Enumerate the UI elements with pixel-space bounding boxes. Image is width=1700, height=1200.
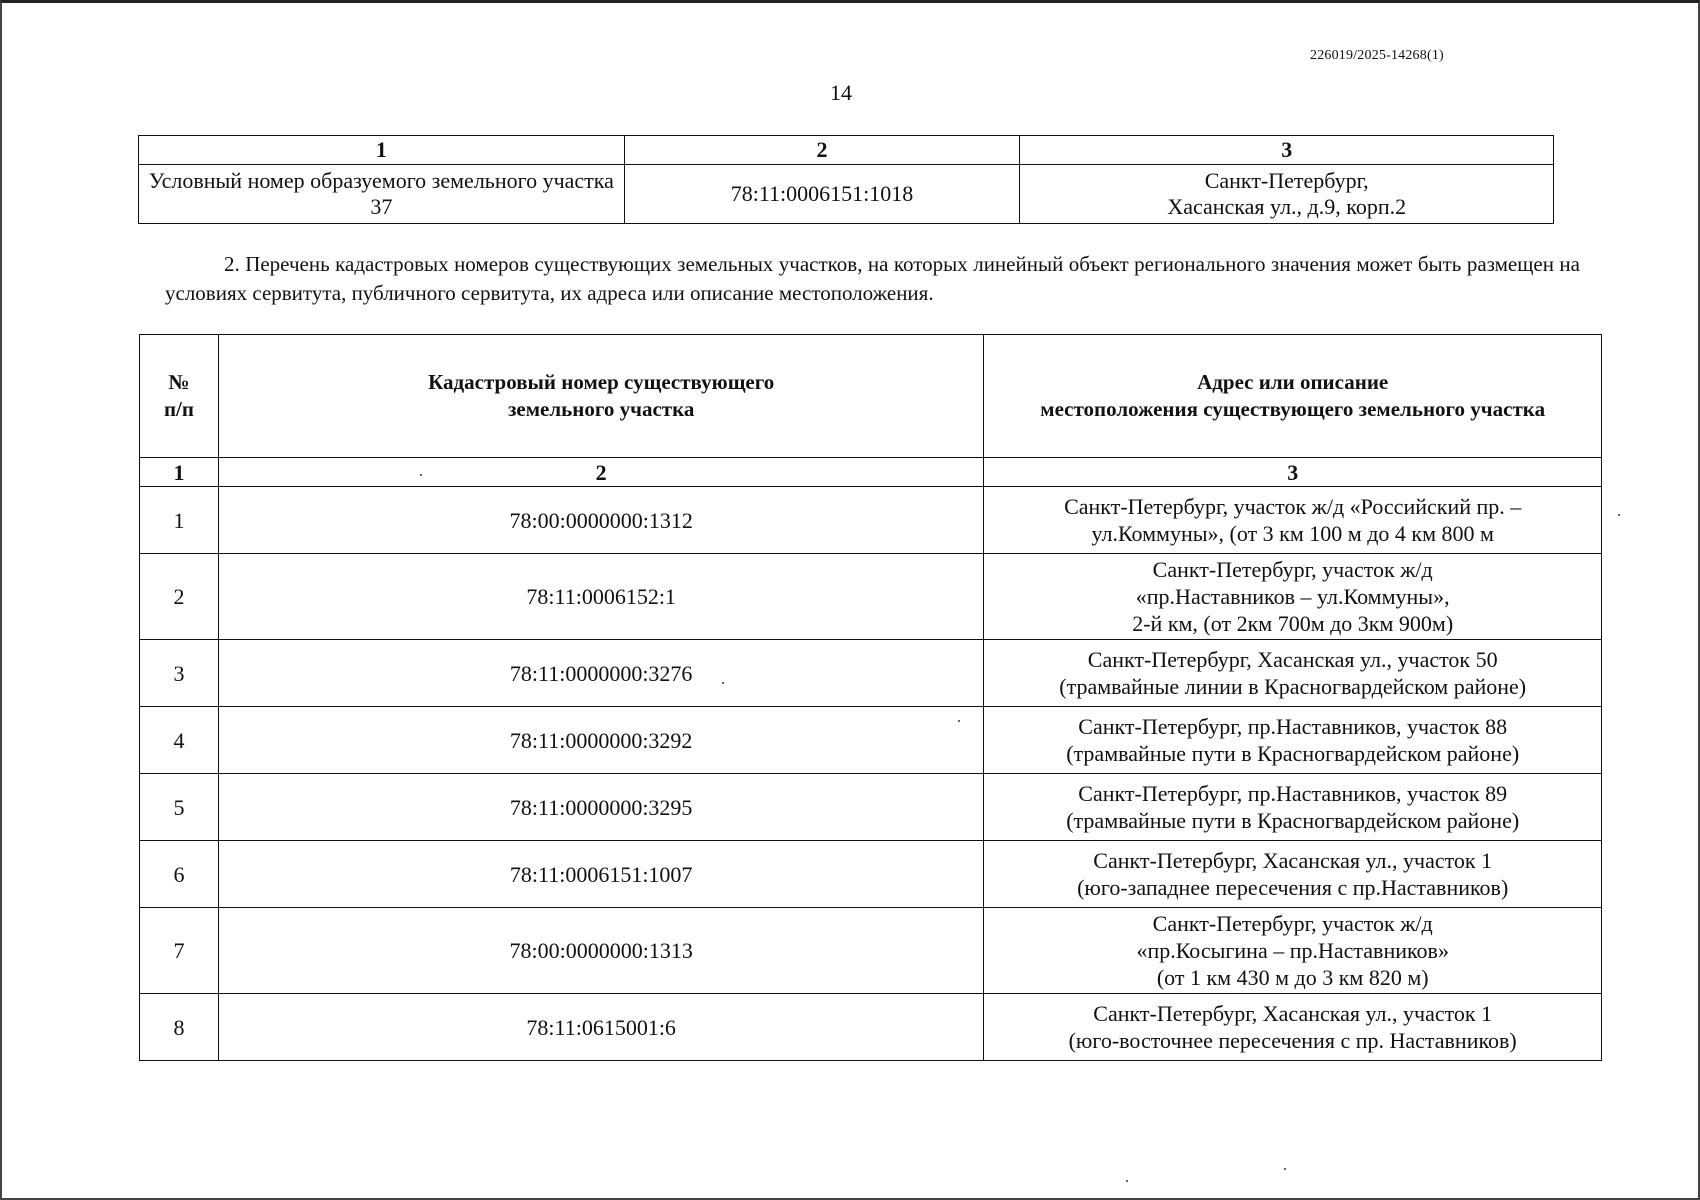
address-cell [984, 841, 1602, 908]
column-number: 3 [1020, 136, 1554, 165]
header-line: п/п [163, 397, 194, 421]
header-line: земельного участка [507, 397, 695, 421]
address-cell [984, 908, 1602, 994]
address-line: «пр.Косыгина – пр.Наставников» [1136, 938, 1449, 963]
scan-speck [420, 474, 422, 476]
address-line: Хасанская ул., д.9, корп.2 [1167, 194, 1407, 219]
row-number: 1 [140, 487, 219, 554]
address-line: Санкт-Петербург, пр.Наставников, участок 89 [1078, 781, 1508, 806]
address-line: (юго-восточнее пересечения с пр. Наставников) [1068, 1028, 1517, 1053]
header-line: местоположения существующего земельного участка [1040, 397, 1546, 421]
scan-speck [958, 720, 960, 722]
address-cell [1020, 165, 1554, 224]
cadastral-number: 78:11:0006152:1 [218, 554, 983, 640]
section-paragraph: 2. Перечень кадастровых номеров существующих земельных участков, на которых линейный объект регионального значения может быть размещен на условиях сервитута, публичного сервитута, их адреса или описание местоположения. [165, 252, 1580, 305]
address-cell [984, 994, 1602, 1061]
plot-name-cell [139, 165, 625, 224]
address-cell [984, 774, 1602, 841]
scan-speck [1284, 1168, 1286, 1170]
cadastral-number: 78:11:0000000:3292 [218, 707, 983, 774]
scan-speck [1126, 1180, 1128, 1182]
scan-speck [722, 682, 724, 684]
column-number: 1 [140, 458, 219, 487]
header-cadastral [218, 335, 983, 458]
table-row [140, 841, 1602, 908]
table-body [140, 487, 1602, 1061]
cadastral-number: 78:11:0000000:3295 [218, 774, 983, 841]
page-number: 14 [830, 80, 852, 105]
cadastral-number: 78:00:0000000:1313 [218, 908, 983, 994]
column-number: 3 [984, 458, 1602, 487]
address-cell [984, 554, 1602, 640]
cadastral-number: 78:00:0000000:1312 [218, 487, 983, 554]
row-number: 2 [140, 554, 219, 640]
row-number: 6 [140, 841, 219, 908]
header-line: № [168, 370, 190, 394]
header-line: Адрес или описание [1197, 370, 1389, 394]
servitude-plots-table [139, 334, 1602, 1061]
cadastral-number: 78:11:0615001:6 [218, 994, 983, 1061]
land-plot-table [138, 135, 1554, 224]
address-line: Санкт-Петербург, участок ж/д [1152, 557, 1433, 582]
table-row [140, 707, 1602, 774]
cadastral-number: 78:11:0006151:1007 [218, 841, 983, 908]
address-line: (от 1 км 430 м до 3 км 820 м) [1156, 965, 1429, 990]
address-cell [984, 640, 1602, 707]
column-number-row [139, 136, 1554, 165]
column-number: 2 [218, 458, 983, 487]
plot-name: Условный номер образуемого земельного участка 37 [148, 168, 614, 219]
table-row [140, 774, 1602, 841]
header-number [140, 335, 219, 458]
address-line: ул.Коммуны», (от 3 км 100 м до 4 км 800 м [1091, 521, 1494, 546]
header-address [984, 335, 1602, 458]
table-header-row [140, 335, 1602, 458]
column-number-row [140, 458, 1602, 487]
document-number: 226019/2025-14268(1) [1310, 48, 1444, 63]
column-number: 2 [624, 136, 1020, 165]
cadastral-number-cell: 78:11:0006151:1018 [624, 165, 1020, 224]
table-row [140, 640, 1602, 707]
table-row [140, 908, 1602, 994]
address-line: (трамвайные пути в Красногвардейском районе) [1066, 741, 1520, 766]
address-line: Санкт-Петербург, участок ж/д «Российский пр. – [1064, 494, 1522, 519]
address-line: Санкт-Петербург, пр.Наставников, участок 88 [1078, 714, 1508, 739]
cadastral-number: 78:11:0000000:3276 [218, 640, 983, 707]
table-row [140, 487, 1602, 554]
table-row [140, 554, 1602, 640]
address-cell [984, 707, 1602, 774]
address-line: Санкт-Петербург, участок ж/д [1152, 911, 1433, 936]
address-line: 2-й км, (от 2км 700м до 3км 900м) [1132, 611, 1454, 636]
row-number: 5 [140, 774, 219, 841]
address-line: (трамвайные пути в Красногвардейском районе) [1066, 808, 1520, 833]
header-line: Кадастровый номер существующего [428, 370, 775, 394]
table-row [139, 165, 1554, 224]
address-line: Санкт-Петербург, Хасанская ул., участок 1 [1093, 1001, 1493, 1026]
address-line: Санкт-Петербург, Хасанская ул., участок 1 [1093, 848, 1493, 873]
address-line: Санкт-Петербург, Хасанская ул., участок 50 [1087, 647, 1498, 672]
scan-speck [1618, 514, 1620, 516]
address-line: (юго-западнее пересечения с пр.Наставников) [1077, 875, 1509, 900]
address-line: Санкт-Петербург, [1204, 168, 1369, 193]
row-number: 3 [140, 640, 219, 707]
column-number: 1 [139, 136, 625, 165]
row-number: 7 [140, 908, 219, 994]
address-line: «пр.Наставников – ул.Коммуны», [1135, 584, 1450, 609]
address-line: (трамвайные линии в Красногвардейском районе) [1059, 674, 1527, 699]
row-number: 4 [140, 707, 219, 774]
table-row [140, 994, 1602, 1061]
row-number: 8 [140, 994, 219, 1061]
address-cell [984, 487, 1602, 554]
